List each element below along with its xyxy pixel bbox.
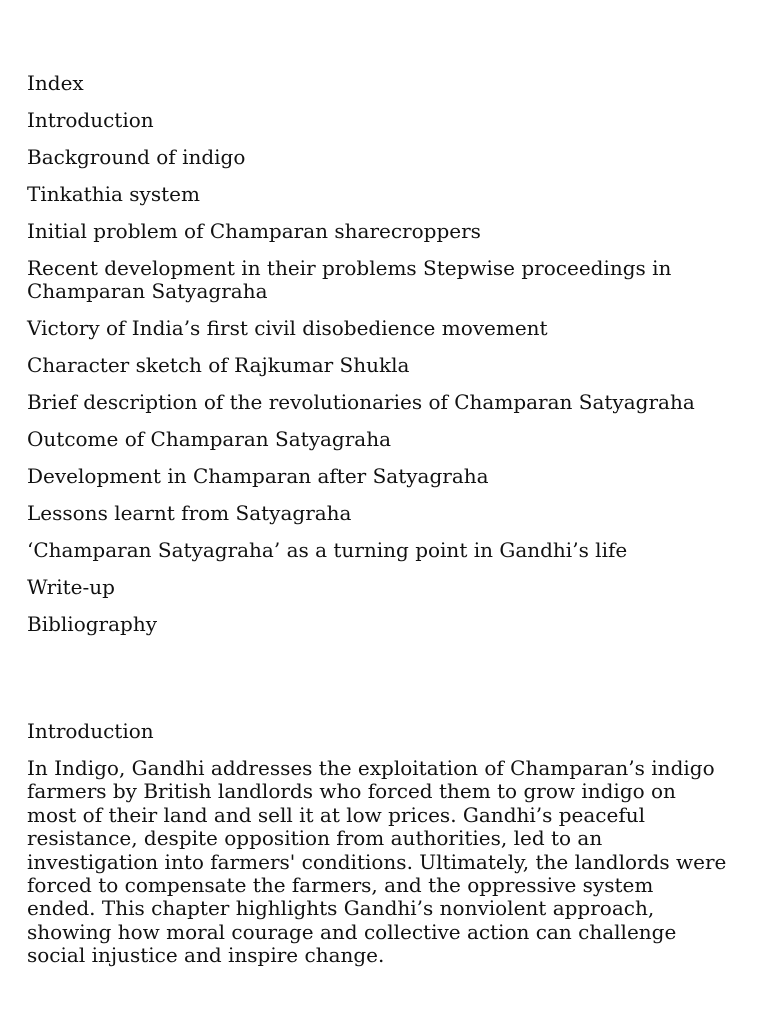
introduction-body: In Indigo, Gandhi addresses the exploitation of Champaran’s indigo farmers by British landlords who forced them to grow indigo on most of their land and sell it at low prices. Gandhi’s peaceful resistance, despite opposition from authorities, led to an investigation into farmers' conditions. Ultimately, the landlords were forced to compensate the farmers, and the oppressive system ended. This chapter highlights Gandhi’s nonviolent approach, showing how moral courage and collective action can challenge social injustice and inspire change. — [27, 756, 727, 968]
index-item: Outcome of Champaran Satyagraha — [27, 427, 392, 451]
introduction-heading: Introduction — [27, 719, 154, 743]
index-item: ‘Champaran Satyagraha’ as a turning point in Gandhi’s life — [27, 538, 628, 562]
section-spacer — [27, 650, 727, 720]
index-item: Development in Champaran after Satyagraha — [27, 464, 489, 488]
index-item: Tinkathia system — [27, 182, 200, 206]
index-item: Background of indigo — [27, 145, 246, 169]
index-item: Recent development in their problems Stepwise proceedings in Champaran Satyagraha — [27, 256, 672, 303]
index-item: Brief description of the revolutionaries of Champaran Satyagraha — [27, 390, 695, 414]
index-item: Bibliography — [27, 612, 157, 636]
index-title: Index — [27, 71, 84, 95]
index-item: Write-up — [27, 575, 115, 599]
index-item: Initial problem of Champaran sharecroppers — [27, 219, 481, 243]
index-item: Lessons learnt from Satyagraha — [27, 501, 352, 525]
index-item: Victory of India’s first civil disobedience movement — [27, 316, 548, 340]
index-item: Introduction — [27, 108, 154, 132]
document-page — [27, 72, 727, 968]
index-item: Character sketch of Rajkumar Shukla — [27, 353, 410, 377]
index-list — [27, 72, 727, 636]
